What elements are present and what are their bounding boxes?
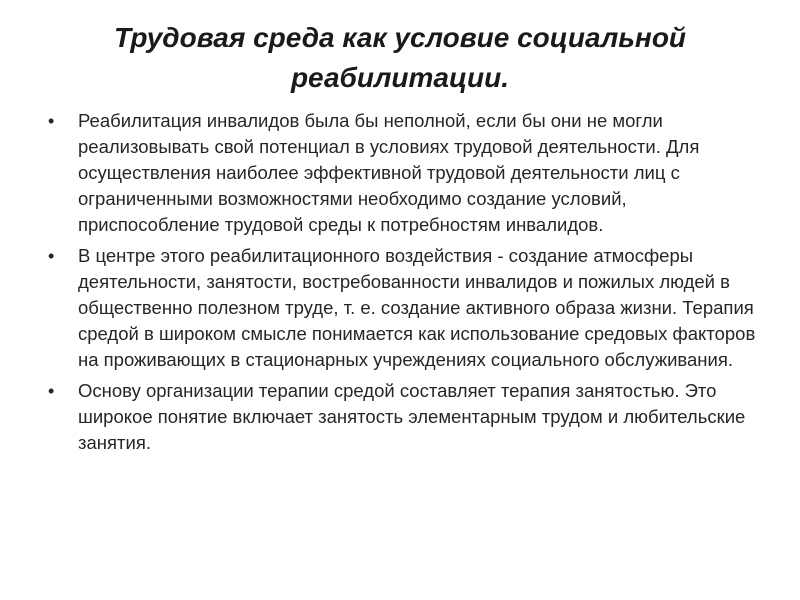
bullet-item (44, 108, 760, 238)
bullet-text: Реабилитация инвалидов была бы неполной, если бы они не могли реализовывать свой потенциал в условиях трудовой деятельности. Для осуществления наиболее эффективной трудовой деятельности лиц с ограниченными возможностями необходимо создание условий, приспособление трудовой среды к потребностям инвалидов. (78, 110, 700, 235)
bullet-icon: • (48, 246, 55, 266)
bullet-icon: • (48, 111, 55, 131)
bullet-list (44, 108, 760, 461)
slide-title: Трудовая среда как условие социальной реабилитации. (113, 22, 687, 93)
bullet-item (44, 378, 760, 456)
bullet-icon: • (48, 381, 55, 401)
bullet-text: Основу организации терапии средой составляет терапия занятостью. Это широкое понятие включает занятость элементарным трудом и любительские занятия. (78, 380, 746, 453)
bullet-item (44, 243, 760, 373)
bullet-text: В центре этого реабилитационного воздействия - создание атмосферы деятельности, занятости, востребованности инвалидов и пожилых людей в общественно полезном труде, т. е. создание активного образа жизни. Терапия средой в широком смысле понимается как использование средовых факторов на проживающих в стационарных учреждениях социального обслуживания. (78, 245, 756, 370)
